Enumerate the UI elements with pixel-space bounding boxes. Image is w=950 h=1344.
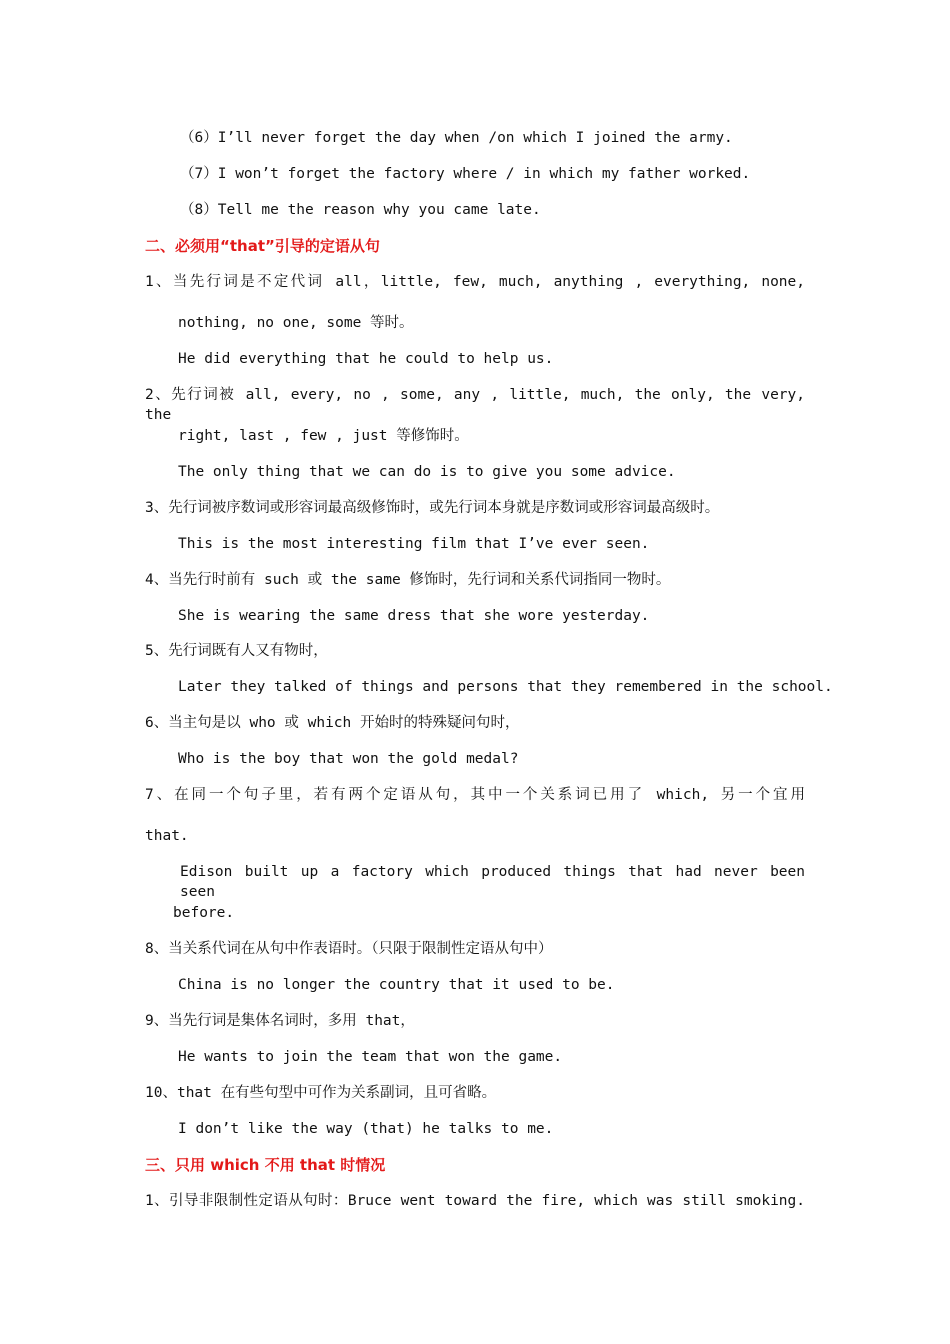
section-3-heading: 三、只用 which 不用 that 时情况	[145, 1156, 386, 1174]
example-line-8: （8）Tell me the reason why you came late.	[180, 202, 541, 218]
rule-9-line1: 9、当先行词是集体名词时，多用 that，	[145, 1013, 415, 1029]
rule-5-example: Later they talked of things and persons that they remembered in the school.	[178, 679, 833, 695]
rule-7-line2: that.	[145, 828, 189, 844]
rule-6-example: Who is the boy that won the gold medal?	[178, 751, 519, 767]
rule-2-line1: 2、先行词被 all, every, no , some, any , little, much, the only, the very, the	[145, 387, 805, 423]
rule-8-line1: 8、当关系代词在从句中作表语时。（只限于限制性定语从句中）	[145, 941, 553, 957]
rule-3-example: This is the most interesting film that I’ve ever seen.	[178, 536, 650, 552]
rule-10-line1: 10、that 在有些句型中可作为关系副词，且可省略。	[145, 1085, 497, 1101]
rule-1-line2: nothing, no one, some 等时。	[178, 315, 414, 331]
example-line-6: （6）I’ll never forget the day when /on which I joined the army.	[180, 130, 733, 146]
rule-2-example: The only thing that we can do is to give you some advice.	[178, 464, 676, 480]
rule-1-line1: 1、当先行词是不定代词 all，little, few, much, anything , everything, none,	[145, 274, 805, 290]
rule-10-example: I don’t like the way (that) he talks to me.	[178, 1121, 554, 1137]
rule-7-line1: 7、在同一个句子里，若有两个定语从句，其中一个关系词已用了 which, 另一个宜用	[145, 787, 805, 803]
example-line-7: （7）I won’t forget the factory where / in which my father worked.	[180, 166, 751, 182]
rule-6-line1: 6、当主句是以 who 或 which 开始时的特殊疑问句时，	[145, 715, 520, 731]
rule-7-example-line2: before.	[173, 905, 235, 921]
rule-2-line2: right, last , few , just 等修饰时。	[178, 428, 469, 444]
rule-4-example: She is wearing the same dress that she wore yesterday.	[178, 608, 650, 624]
rule-4-line1: 4、当先行时前有 such 或 the same 修饰时，先行词和关系代词指同一物时。	[145, 572, 671, 588]
section-2-heading: 二、必须用“that”引导的定语从句	[145, 237, 380, 255]
rule-7-example: Edison built up a factory which produced things that had never been seen	[180, 864, 805, 900]
section-3-rule-1: 1、引导非限制性定语从句时：Bruce went toward the fire, which was still smoking.	[145, 1193, 805, 1209]
rule-9-example: He wants to join the team that won the game.	[178, 1049, 563, 1065]
rule-1-example: He did everything that he could to help us.	[178, 351, 554, 367]
rule-5-line1: 5、先行词既有人又有物时，	[145, 643, 328, 659]
rule-3-line1: 3、先行词被序数词或形容词最高级修饰时，或先行词本身就是序数词或形容词最高级时。	[145, 500, 720, 516]
rule-8-example: China is no longer the country that it used to be.	[178, 977, 615, 993]
